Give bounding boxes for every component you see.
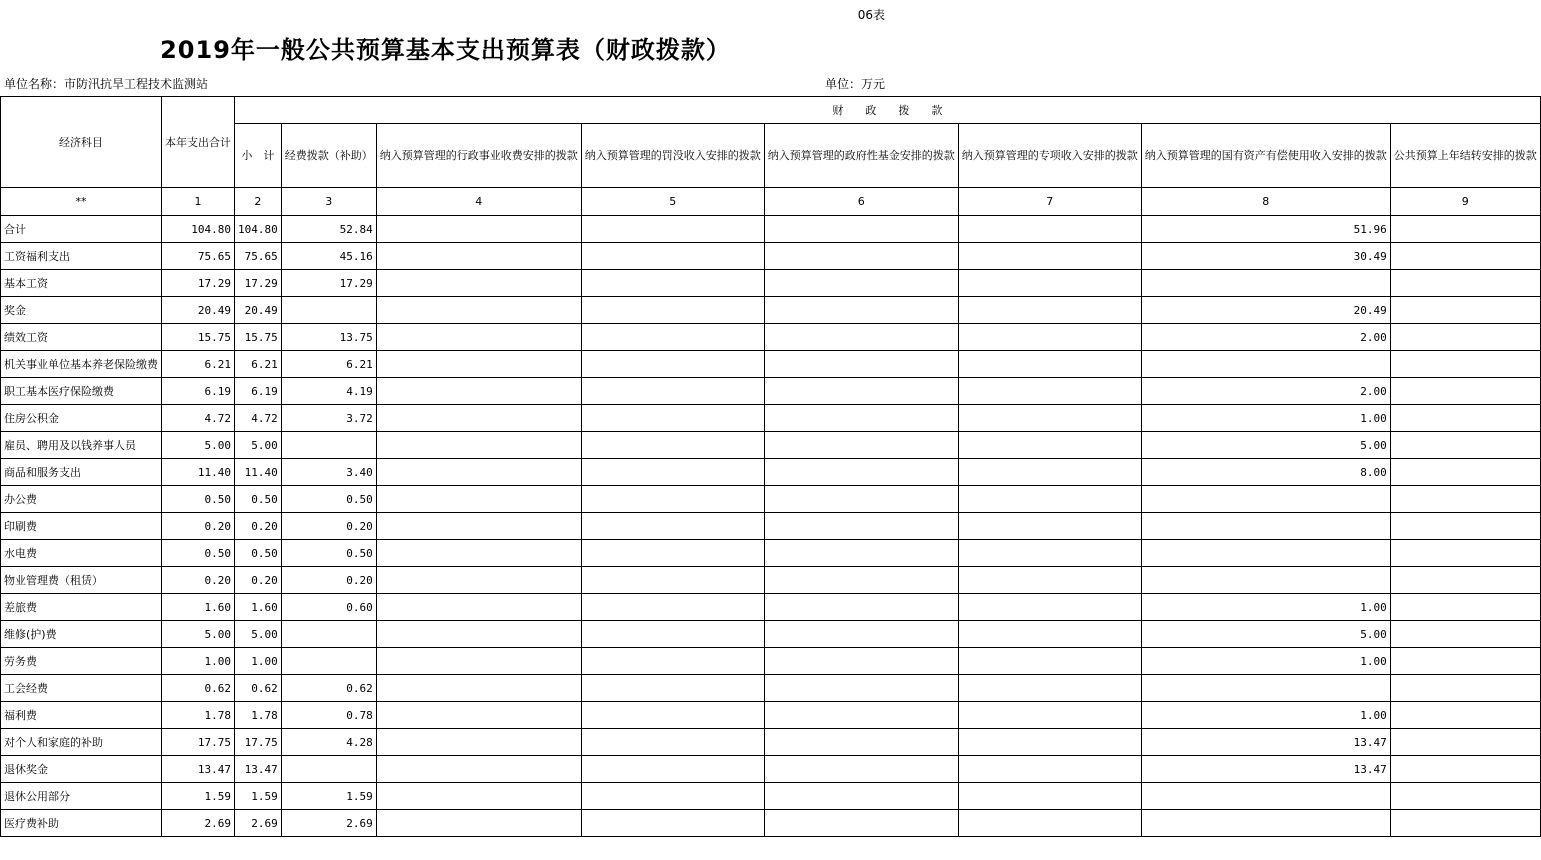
amount-cell-c2: 13.47 bbox=[235, 756, 282, 783]
index-cell: 6 bbox=[764, 188, 958, 216]
amount-cell-c1: 13.47 bbox=[162, 756, 235, 783]
amount-cell-c5 bbox=[581, 216, 764, 243]
amount-cell-c5 bbox=[581, 756, 764, 783]
amount-cell-c8 bbox=[1141, 675, 1390, 702]
amount-cell-c9 bbox=[1390, 756, 1540, 783]
amount-cell-c3: 0.20 bbox=[281, 567, 376, 594]
amount-cell-c6 bbox=[764, 405, 958, 432]
amount-cell-c2: 104.80 bbox=[235, 216, 282, 243]
amount-cell-c6 bbox=[764, 540, 958, 567]
amount-cell-c3: 13.75 bbox=[281, 324, 376, 351]
amount-cell-c1: 11.40 bbox=[162, 459, 235, 486]
amount-cell-c2: 17.29 bbox=[235, 270, 282, 297]
page-title: 2019年一般公共预算基本支出预算表（财政拨款） bbox=[160, 36, 731, 64]
table-row bbox=[1, 297, 1541, 324]
amount-cell-c2: 1.59 bbox=[235, 783, 282, 810]
amount-cell-c9 bbox=[1390, 432, 1540, 459]
amount-cell-c7 bbox=[958, 486, 1141, 513]
amount-cell-c4 bbox=[376, 621, 581, 648]
row-subject: 工资福利支出 bbox=[1, 243, 162, 270]
amount-cell-c3: 52.84 bbox=[281, 216, 376, 243]
amount-cell-c5 bbox=[581, 459, 764, 486]
amount-cell-c3: 2.69 bbox=[281, 810, 376, 837]
amount-cell-c7 bbox=[958, 648, 1141, 675]
amount-cell-c3: 17.29 bbox=[281, 270, 376, 297]
index-cell: 1 bbox=[162, 188, 235, 216]
amount-cell-c5 bbox=[581, 567, 764, 594]
amount-cell-c6 bbox=[764, 621, 958, 648]
amount-cell-c5 bbox=[581, 540, 764, 567]
index-cell: 8 bbox=[1141, 188, 1390, 216]
header-col8: 纳入预算管理的国有资产有偿使用收入安排的拨款 bbox=[1141, 124, 1390, 188]
index-cell: 2 bbox=[235, 188, 282, 216]
amount-cell-c2: 11.40 bbox=[235, 459, 282, 486]
amount-cell-c4 bbox=[376, 729, 581, 756]
amount-cell-c3: 1.59 bbox=[281, 783, 376, 810]
table-row bbox=[1, 324, 1541, 351]
amount-cell-c3: 0.50 bbox=[281, 486, 376, 513]
amount-cell-c4 bbox=[376, 270, 581, 297]
amount-cell-c4 bbox=[376, 648, 581, 675]
table-row bbox=[1, 243, 1541, 270]
amount-cell-c6 bbox=[764, 243, 958, 270]
amount-cell-c2: 1.60 bbox=[235, 594, 282, 621]
amount-cell-c6 bbox=[764, 486, 958, 513]
row-subject: 医疗费补助 bbox=[1, 810, 162, 837]
amount-cell-c5 bbox=[581, 513, 764, 540]
amount-cell-c2: 1.78 bbox=[235, 702, 282, 729]
amount-cell-c8: 5.00 bbox=[1141, 432, 1390, 459]
amount-cell-c4 bbox=[376, 756, 581, 783]
amount-cell-c4 bbox=[376, 540, 581, 567]
amount-cell-c7 bbox=[958, 594, 1141, 621]
table-row bbox=[1, 621, 1541, 648]
amount-cell-c5 bbox=[581, 783, 764, 810]
amount-cell-c2: 6.21 bbox=[235, 351, 282, 378]
amount-cell-c4 bbox=[376, 405, 581, 432]
row-subject: 退休奖金 bbox=[1, 756, 162, 783]
amount-cell-c4 bbox=[376, 594, 581, 621]
amount-cell-c2: 6.19 bbox=[235, 378, 282, 405]
header-col7: 纳入预算管理的专项收入安排的拨款 bbox=[958, 124, 1141, 188]
amount-cell-c5 bbox=[581, 702, 764, 729]
amount-cell-c1: 1.60 bbox=[162, 594, 235, 621]
row-subject: 绩效工资 bbox=[1, 324, 162, 351]
amount-cell-c4 bbox=[376, 324, 581, 351]
amount-cell-c6 bbox=[764, 594, 958, 621]
header-col4: 纳入预算管理的行政事业收费安排的拨款 bbox=[376, 124, 581, 188]
amount-cell-c5 bbox=[581, 810, 764, 837]
table-row bbox=[1, 756, 1541, 783]
row-subject: 商品和服务支出 bbox=[1, 459, 162, 486]
row-subject: 水电费 bbox=[1, 540, 162, 567]
table-row bbox=[1, 513, 1541, 540]
amount-cell-c3 bbox=[281, 621, 376, 648]
table-row bbox=[1, 702, 1541, 729]
amount-cell-c2: 1.00 bbox=[235, 648, 282, 675]
amount-cell-c9 bbox=[1390, 270, 1540, 297]
header-fiscal-appropriation: 财 政 拨 款 bbox=[235, 97, 1541, 124]
amount-cell-c2: 0.20 bbox=[235, 567, 282, 594]
amount-cell-c3: 0.78 bbox=[281, 702, 376, 729]
amount-cell-c1: 5.00 bbox=[162, 621, 235, 648]
amount-cell-c8: 1.00 bbox=[1141, 702, 1390, 729]
row-subject: 职工基本医疗保险缴费 bbox=[1, 378, 162, 405]
header-col6: 纳入预算管理的政府性基金安排的拨款 bbox=[764, 124, 958, 188]
amount-cell-c1: 75.65 bbox=[162, 243, 235, 270]
table-row bbox=[1, 216, 1541, 243]
amount-cell-c3: 6.21 bbox=[281, 351, 376, 378]
amount-cell-c4 bbox=[376, 432, 581, 459]
amount-cell-c6 bbox=[764, 783, 958, 810]
amount-cell-c8: 13.47 bbox=[1141, 729, 1390, 756]
amount-cell-c9 bbox=[1390, 540, 1540, 567]
table-row bbox=[1, 567, 1541, 594]
amount-cell-c7 bbox=[958, 702, 1141, 729]
amount-cell-c7 bbox=[958, 324, 1141, 351]
index-cell: ** bbox=[1, 188, 162, 216]
amount-cell-c8: 2.00 bbox=[1141, 378, 1390, 405]
amount-cell-c3: 0.60 bbox=[281, 594, 376, 621]
amount-cell-c3: 0.50 bbox=[281, 540, 376, 567]
amount-cell-c9 bbox=[1390, 486, 1540, 513]
amount-cell-c6 bbox=[764, 756, 958, 783]
table-row bbox=[1, 540, 1541, 567]
amount-cell-c2: 17.75 bbox=[235, 729, 282, 756]
amount-cell-c1: 1.59 bbox=[162, 783, 235, 810]
amount-cell-c4 bbox=[376, 459, 581, 486]
header-total: 本年支出合计 bbox=[162, 97, 235, 188]
amount-cell-c6 bbox=[764, 459, 958, 486]
amount-cell-c8: 1.00 bbox=[1141, 648, 1390, 675]
amount-cell-c2: 75.65 bbox=[235, 243, 282, 270]
amount-cell-c9 bbox=[1390, 459, 1540, 486]
amount-cell-c7 bbox=[958, 621, 1141, 648]
amount-cell-c7 bbox=[958, 459, 1141, 486]
row-subject: 退休公用部分 bbox=[1, 783, 162, 810]
amount-cell-c5 bbox=[581, 324, 764, 351]
amount-cell-c3 bbox=[281, 648, 376, 675]
row-subject: 住房公积金 bbox=[1, 405, 162, 432]
row-subject: 维修(护)费 bbox=[1, 621, 162, 648]
amount-cell-c8 bbox=[1141, 810, 1390, 837]
amount-cell-c5 bbox=[581, 594, 764, 621]
amount-cell-c8 bbox=[1141, 567, 1390, 594]
amount-cell-c6 bbox=[764, 270, 958, 297]
index-cell: 9 bbox=[1390, 188, 1540, 216]
table-row bbox=[1, 594, 1541, 621]
amount-cell-c6 bbox=[764, 216, 958, 243]
amount-cell-c7 bbox=[958, 675, 1141, 702]
amount-cell-c8: 1.00 bbox=[1141, 594, 1390, 621]
amount-cell-c1: 17.75 bbox=[162, 729, 235, 756]
amount-cell-c5 bbox=[581, 405, 764, 432]
amount-cell-c4 bbox=[376, 783, 581, 810]
row-subject: 差旅费 bbox=[1, 594, 162, 621]
table-row bbox=[1, 378, 1541, 405]
amount-cell-c5 bbox=[581, 378, 764, 405]
amount-cell-c8 bbox=[1141, 270, 1390, 297]
amount-cell-c6 bbox=[764, 648, 958, 675]
amount-cell-c4 bbox=[376, 513, 581, 540]
amount-cell-c8 bbox=[1141, 513, 1390, 540]
amount-cell-c9 bbox=[1390, 216, 1540, 243]
amount-cell-c7 bbox=[958, 243, 1141, 270]
amount-cell-c2: 2.69 bbox=[235, 810, 282, 837]
amount-cell-c5 bbox=[581, 675, 764, 702]
amount-cell-c7 bbox=[958, 297, 1141, 324]
amount-cell-c9 bbox=[1390, 405, 1540, 432]
amount-cell-c8 bbox=[1141, 540, 1390, 567]
amount-cell-c7 bbox=[958, 783, 1141, 810]
amount-cell-c2: 0.50 bbox=[235, 486, 282, 513]
table-row bbox=[1, 729, 1541, 756]
amount-cell-c9 bbox=[1390, 513, 1540, 540]
amount-cell-c1: 1.00 bbox=[162, 648, 235, 675]
amount-cell-c6 bbox=[764, 378, 958, 405]
amount-cell-c4 bbox=[376, 702, 581, 729]
amount-cell-c9 bbox=[1390, 324, 1540, 351]
amount-cell-c1: 104.80 bbox=[162, 216, 235, 243]
amount-cell-c6 bbox=[764, 810, 958, 837]
amount-cell-c2: 20.49 bbox=[235, 297, 282, 324]
amount-cell-c1: 20.49 bbox=[162, 297, 235, 324]
amount-cell-c1: 4.72 bbox=[162, 405, 235, 432]
table-row bbox=[1, 405, 1541, 432]
amount-cell-c4 bbox=[376, 378, 581, 405]
amount-cell-c2: 0.20 bbox=[235, 513, 282, 540]
amount-cell-c5 bbox=[581, 648, 764, 675]
amount-cell-c7 bbox=[958, 729, 1141, 756]
amount-cell-c9 bbox=[1390, 351, 1540, 378]
amount-cell-c5 bbox=[581, 432, 764, 459]
form-number: 06表 bbox=[857, 8, 885, 22]
amount-cell-c4 bbox=[376, 351, 581, 378]
amount-cell-c5 bbox=[581, 729, 764, 756]
table-row bbox=[1, 459, 1541, 486]
row-subject: 办公费 bbox=[1, 486, 162, 513]
amount-cell-c9 bbox=[1390, 378, 1540, 405]
amount-cell-c1: 0.50 bbox=[162, 486, 235, 513]
amount-cell-c7 bbox=[958, 540, 1141, 567]
table-row bbox=[1, 486, 1541, 513]
amount-cell-c7 bbox=[958, 270, 1141, 297]
amount-cell-c7 bbox=[958, 351, 1141, 378]
amount-cell-c2: 15.75 bbox=[235, 324, 282, 351]
amount-cell-c8: 51.96 bbox=[1141, 216, 1390, 243]
amount-cell-c5 bbox=[581, 351, 764, 378]
amount-cell-c9 bbox=[1390, 810, 1540, 837]
amount-cell-c9 bbox=[1390, 648, 1540, 675]
amount-cell-c3: 0.62 bbox=[281, 675, 376, 702]
amount-cell-c6 bbox=[764, 351, 958, 378]
row-subject: 基本工资 bbox=[1, 270, 162, 297]
index-cell: 4 bbox=[376, 188, 581, 216]
amount-cell-c5 bbox=[581, 243, 764, 270]
header-funds: 经费拨款（补助） bbox=[281, 124, 376, 188]
amount-cell-c4 bbox=[376, 216, 581, 243]
amount-cell-c1: 6.21 bbox=[162, 351, 235, 378]
row-subject: 对个人和家庭的补助 bbox=[1, 729, 162, 756]
amount-cell-c6 bbox=[764, 702, 958, 729]
amount-cell-c3: 0.20 bbox=[281, 513, 376, 540]
row-subject: 物业管理费（租赁） bbox=[1, 567, 162, 594]
amount-cell-c6 bbox=[764, 729, 958, 756]
amount-cell-c1: 5.00 bbox=[162, 432, 235, 459]
unit-name: 单位名称：市防汛抗旱工程技术监测站 bbox=[4, 77, 209, 91]
amount-cell-c3 bbox=[281, 432, 376, 459]
amount-cell-c4 bbox=[376, 810, 581, 837]
amount-cell-c6 bbox=[764, 567, 958, 594]
amount-cell-c2: 0.50 bbox=[235, 540, 282, 567]
amount-cell-c9 bbox=[1390, 783, 1540, 810]
amount-cell-c6 bbox=[764, 432, 958, 459]
amount-cell-c9 bbox=[1390, 702, 1540, 729]
table-row bbox=[1, 351, 1541, 378]
amount-cell-c1: 0.50 bbox=[162, 540, 235, 567]
row-subject: 劳务费 bbox=[1, 648, 162, 675]
header-subtotal: 小 计 bbox=[235, 124, 282, 188]
amount-cell-c2: 0.62 bbox=[235, 675, 282, 702]
amount-cell-c4 bbox=[376, 567, 581, 594]
amount-cell-c9 bbox=[1390, 567, 1540, 594]
currency-unit: 单位：万元 bbox=[824, 77, 885, 91]
row-subject: 印刷费 bbox=[1, 513, 162, 540]
amount-cell-c9 bbox=[1390, 243, 1540, 270]
amount-cell-c3: 45.16 bbox=[281, 243, 376, 270]
row-subject: 奖金 bbox=[1, 297, 162, 324]
amount-cell-c1: 0.20 bbox=[162, 567, 235, 594]
header-col5: 纳入预算管理的罚没收入安排的拨款 bbox=[581, 124, 764, 188]
index-cell: 5 bbox=[581, 188, 764, 216]
amount-cell-c5 bbox=[581, 486, 764, 513]
table-row bbox=[1, 270, 1541, 297]
amount-cell-c8: 20.49 bbox=[1141, 297, 1390, 324]
index-cell: 3 bbox=[281, 188, 376, 216]
amount-cell-c9 bbox=[1390, 621, 1540, 648]
table-row bbox=[1, 783, 1541, 810]
amount-cell-c1: 0.20 bbox=[162, 513, 235, 540]
amount-cell-c4 bbox=[376, 486, 581, 513]
table-row bbox=[1, 648, 1541, 675]
amount-cell-c3: 4.19 bbox=[281, 378, 376, 405]
amount-cell-c2: 5.00 bbox=[235, 621, 282, 648]
row-subject: 福利费 bbox=[1, 702, 162, 729]
amount-cell-c9 bbox=[1390, 594, 1540, 621]
row-subject: 工会经费 bbox=[1, 675, 162, 702]
amount-cell-c1: 1.78 bbox=[162, 702, 235, 729]
amount-cell-c1: 6.19 bbox=[162, 378, 235, 405]
index-cell: 7 bbox=[958, 188, 1141, 216]
amount-cell-c6 bbox=[764, 324, 958, 351]
amount-cell-c8 bbox=[1141, 783, 1390, 810]
amount-cell-c8: 30.49 bbox=[1141, 243, 1390, 270]
amount-cell-c7 bbox=[958, 216, 1141, 243]
amount-cell-c7 bbox=[958, 513, 1141, 540]
amount-cell-c7 bbox=[958, 567, 1141, 594]
amount-cell-c8: 8.00 bbox=[1141, 459, 1390, 486]
amount-cell-c3: 4.28 bbox=[281, 729, 376, 756]
amount-cell-c8: 1.00 bbox=[1141, 405, 1390, 432]
amount-cell-c8: 13.47 bbox=[1141, 756, 1390, 783]
table-row bbox=[1, 810, 1541, 837]
amount-cell-c5 bbox=[581, 621, 764, 648]
amount-cell-c8 bbox=[1141, 351, 1390, 378]
amount-cell-c7 bbox=[958, 405, 1141, 432]
amount-cell-c4 bbox=[376, 675, 581, 702]
amount-cell-c7 bbox=[958, 756, 1141, 783]
amount-cell-c3: 3.72 bbox=[281, 405, 376, 432]
amount-cell-c2: 5.00 bbox=[235, 432, 282, 459]
table-row bbox=[1, 675, 1541, 702]
budget-table bbox=[0, 96, 1541, 837]
amount-cell-c5 bbox=[581, 270, 764, 297]
amount-cell-c7 bbox=[958, 810, 1141, 837]
table-row bbox=[1, 432, 1541, 459]
amount-cell-c3 bbox=[281, 756, 376, 783]
amount-cell-c9 bbox=[1390, 729, 1540, 756]
amount-cell-c1: 0.62 bbox=[162, 675, 235, 702]
index-row bbox=[1, 188, 1541, 216]
amount-cell-c6 bbox=[764, 513, 958, 540]
amount-cell-c7 bbox=[958, 378, 1141, 405]
amount-cell-c5 bbox=[581, 297, 764, 324]
amount-cell-c3 bbox=[281, 297, 376, 324]
amount-cell-c8: 5.00 bbox=[1141, 621, 1390, 648]
amount-cell-c1: 15.75 bbox=[162, 324, 235, 351]
amount-cell-c6 bbox=[764, 297, 958, 324]
header-subject: 经济科目 bbox=[1, 97, 162, 188]
amount-cell-c1: 2.69 bbox=[162, 810, 235, 837]
header-col9: 公共预算上年结转安排的拨款 bbox=[1390, 124, 1540, 188]
amount-cell-c2: 4.72 bbox=[235, 405, 282, 432]
row-subject: 雇员、聘用及以钱养事人员 bbox=[1, 432, 162, 459]
amount-cell-c6 bbox=[764, 675, 958, 702]
amount-cell-c4 bbox=[376, 297, 581, 324]
amount-cell-c9 bbox=[1390, 675, 1540, 702]
amount-cell-c3: 3.40 bbox=[281, 459, 376, 486]
amount-cell-c8: 2.00 bbox=[1141, 324, 1390, 351]
row-subject: 合计 bbox=[1, 216, 162, 243]
amount-cell-c4 bbox=[376, 243, 581, 270]
amount-cell-c7 bbox=[958, 432, 1141, 459]
amount-cell-c8 bbox=[1141, 486, 1390, 513]
amount-cell-c9 bbox=[1390, 297, 1540, 324]
row-subject: 机关事业单位基本养老保险缴费 bbox=[1, 351, 162, 378]
amount-cell-c1: 17.29 bbox=[162, 270, 235, 297]
